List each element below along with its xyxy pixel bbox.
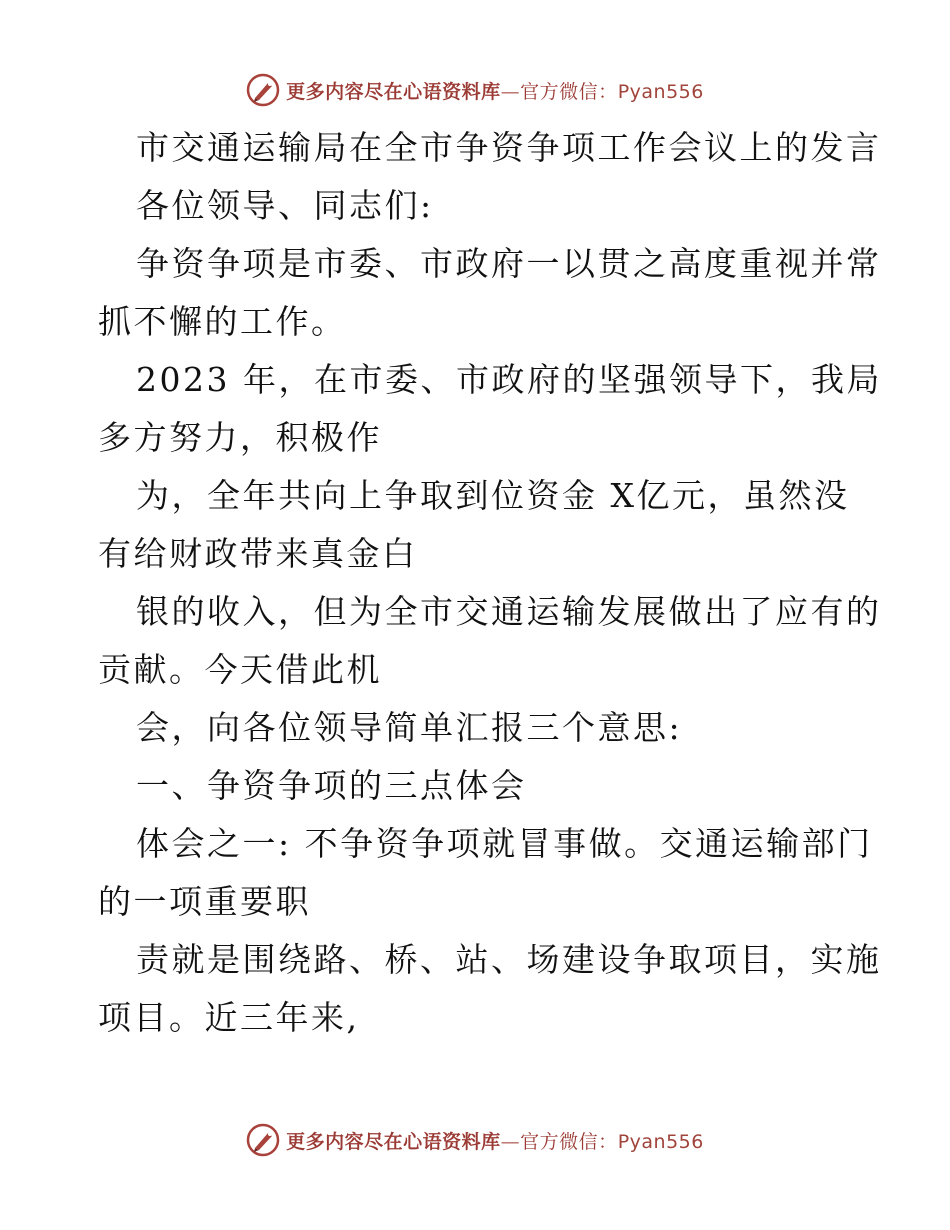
paragraph-line: 会，向各位领导简单汇报三个意思: (136, 708, 683, 747)
paragraph-line: 贡献。今天借此机 (98, 650, 382, 689)
paragraph-line: 银的收入，但为全市交通运输发展做出了应有的 (136, 592, 882, 631)
watermark-header (0, 70, 950, 110)
salutation: 各位领导、同志们: (136, 186, 434, 225)
paragraph-line: 的一项重要职 (98, 882, 311, 921)
paragraph-line: 体会之一: 不争资争项就冒事做。交通运输部门 (136, 824, 873, 863)
section-heading: 一、争资争项的三点体会 (136, 766, 527, 805)
doc-title: 市交通运输局在全市争资争项工作会议上的发言 (136, 128, 882, 167)
paragraph-line: 多方努力，积极作 (98, 418, 382, 457)
watermark-text: 更多内容尽在心语资料库—官方微信：Pyan556 (286, 1130, 704, 1153)
watermark-footer (0, 1120, 950, 1160)
paragraph-line: 抓不懈的工作。 (98, 302, 347, 341)
pen-logo-icon (246, 73, 280, 107)
watermark-text: 更多内容尽在心语资料库—官方微信：Pyan556 (286, 80, 704, 103)
pen-logo-icon (246, 1123, 280, 1157)
paragraph-line: 项目。近三年来, (98, 998, 360, 1037)
paragraph-line: 为，全年共向上争取到位资金 X亿元，虽然没 (136, 476, 850, 515)
paragraph-line: 争资争项是市委、市政府一以贯之高度重视并常 (136, 244, 882, 283)
paragraph-line: 有给财政带来真金白 (98, 534, 418, 573)
paragraph-line: 2023 年，在市委、市政府的坚强领导下，我局 (136, 360, 882, 399)
paragraph-line: 责就是围绕路、桥、站、场建设争取项目，实施 (136, 940, 882, 979)
